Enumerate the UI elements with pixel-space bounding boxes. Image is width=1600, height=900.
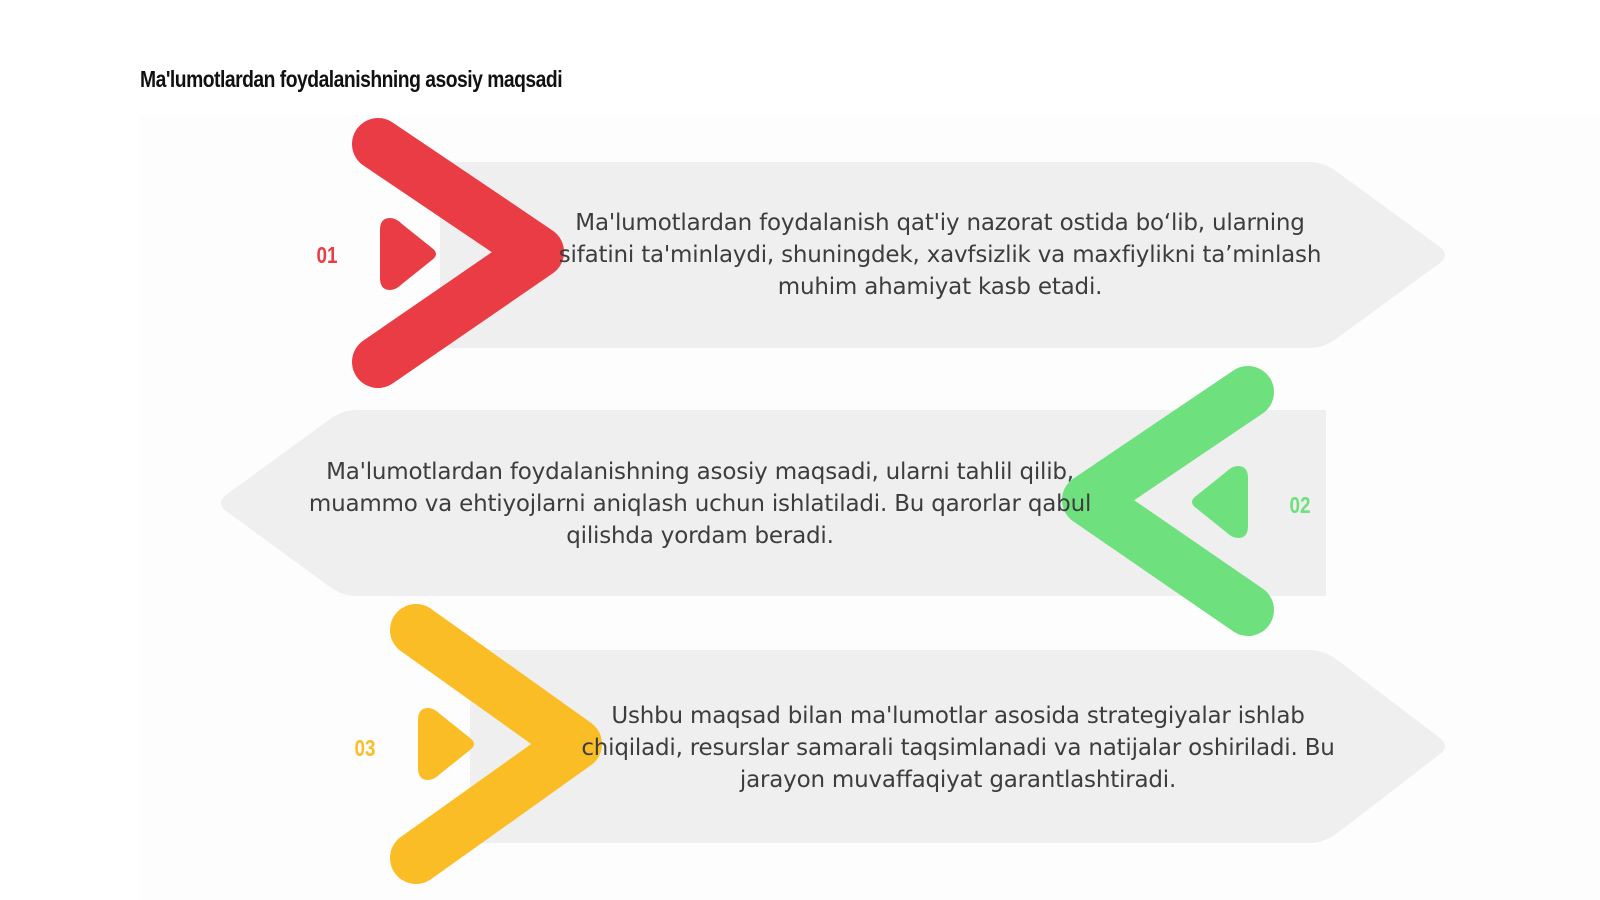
item-3-number: 03 bbox=[354, 735, 376, 761]
item-1-text: Ma'lumotlardan foydalanish qat'iy nazorat ostida bo‘lib, ularning sifatini ta'minlaydi, shuningdek, xavfsizlik va maxfiylikni ta’minlash muhim ahamiyat kasb etadi. bbox=[558, 210, 1322, 300]
item-3-play-icon bbox=[416, 708, 480, 780]
item-1-number: 01 bbox=[316, 242, 338, 268]
item-1-play-icon bbox=[378, 218, 442, 290]
item-2-text: Ma'lumotlardan foydalanishning asosiy maqsadi, ularni tahlil qilib, muammo va ehtiyojlarni aniqlash uchun ishlatiladi. Bu qarorlar qabul qilishda yordam beradi. bbox=[308, 459, 1092, 549]
item-2-number: 02 bbox=[1289, 492, 1311, 518]
item-3-text: Ushbu maqsad bilan ma'lumotlar asosida strategiyalar ishlab chiqiladi, resurslar samarali taqsimlanadi va natijalar oshiriladi. Bu jarayon muvaffaqiyat garantlashtiradi. bbox=[581, 703, 1335, 793]
item-2-play-icon bbox=[1186, 466, 1250, 538]
slide-title: Ma'lumotlardan foydalanishning asosiy maqsadi bbox=[140, 66, 563, 92]
